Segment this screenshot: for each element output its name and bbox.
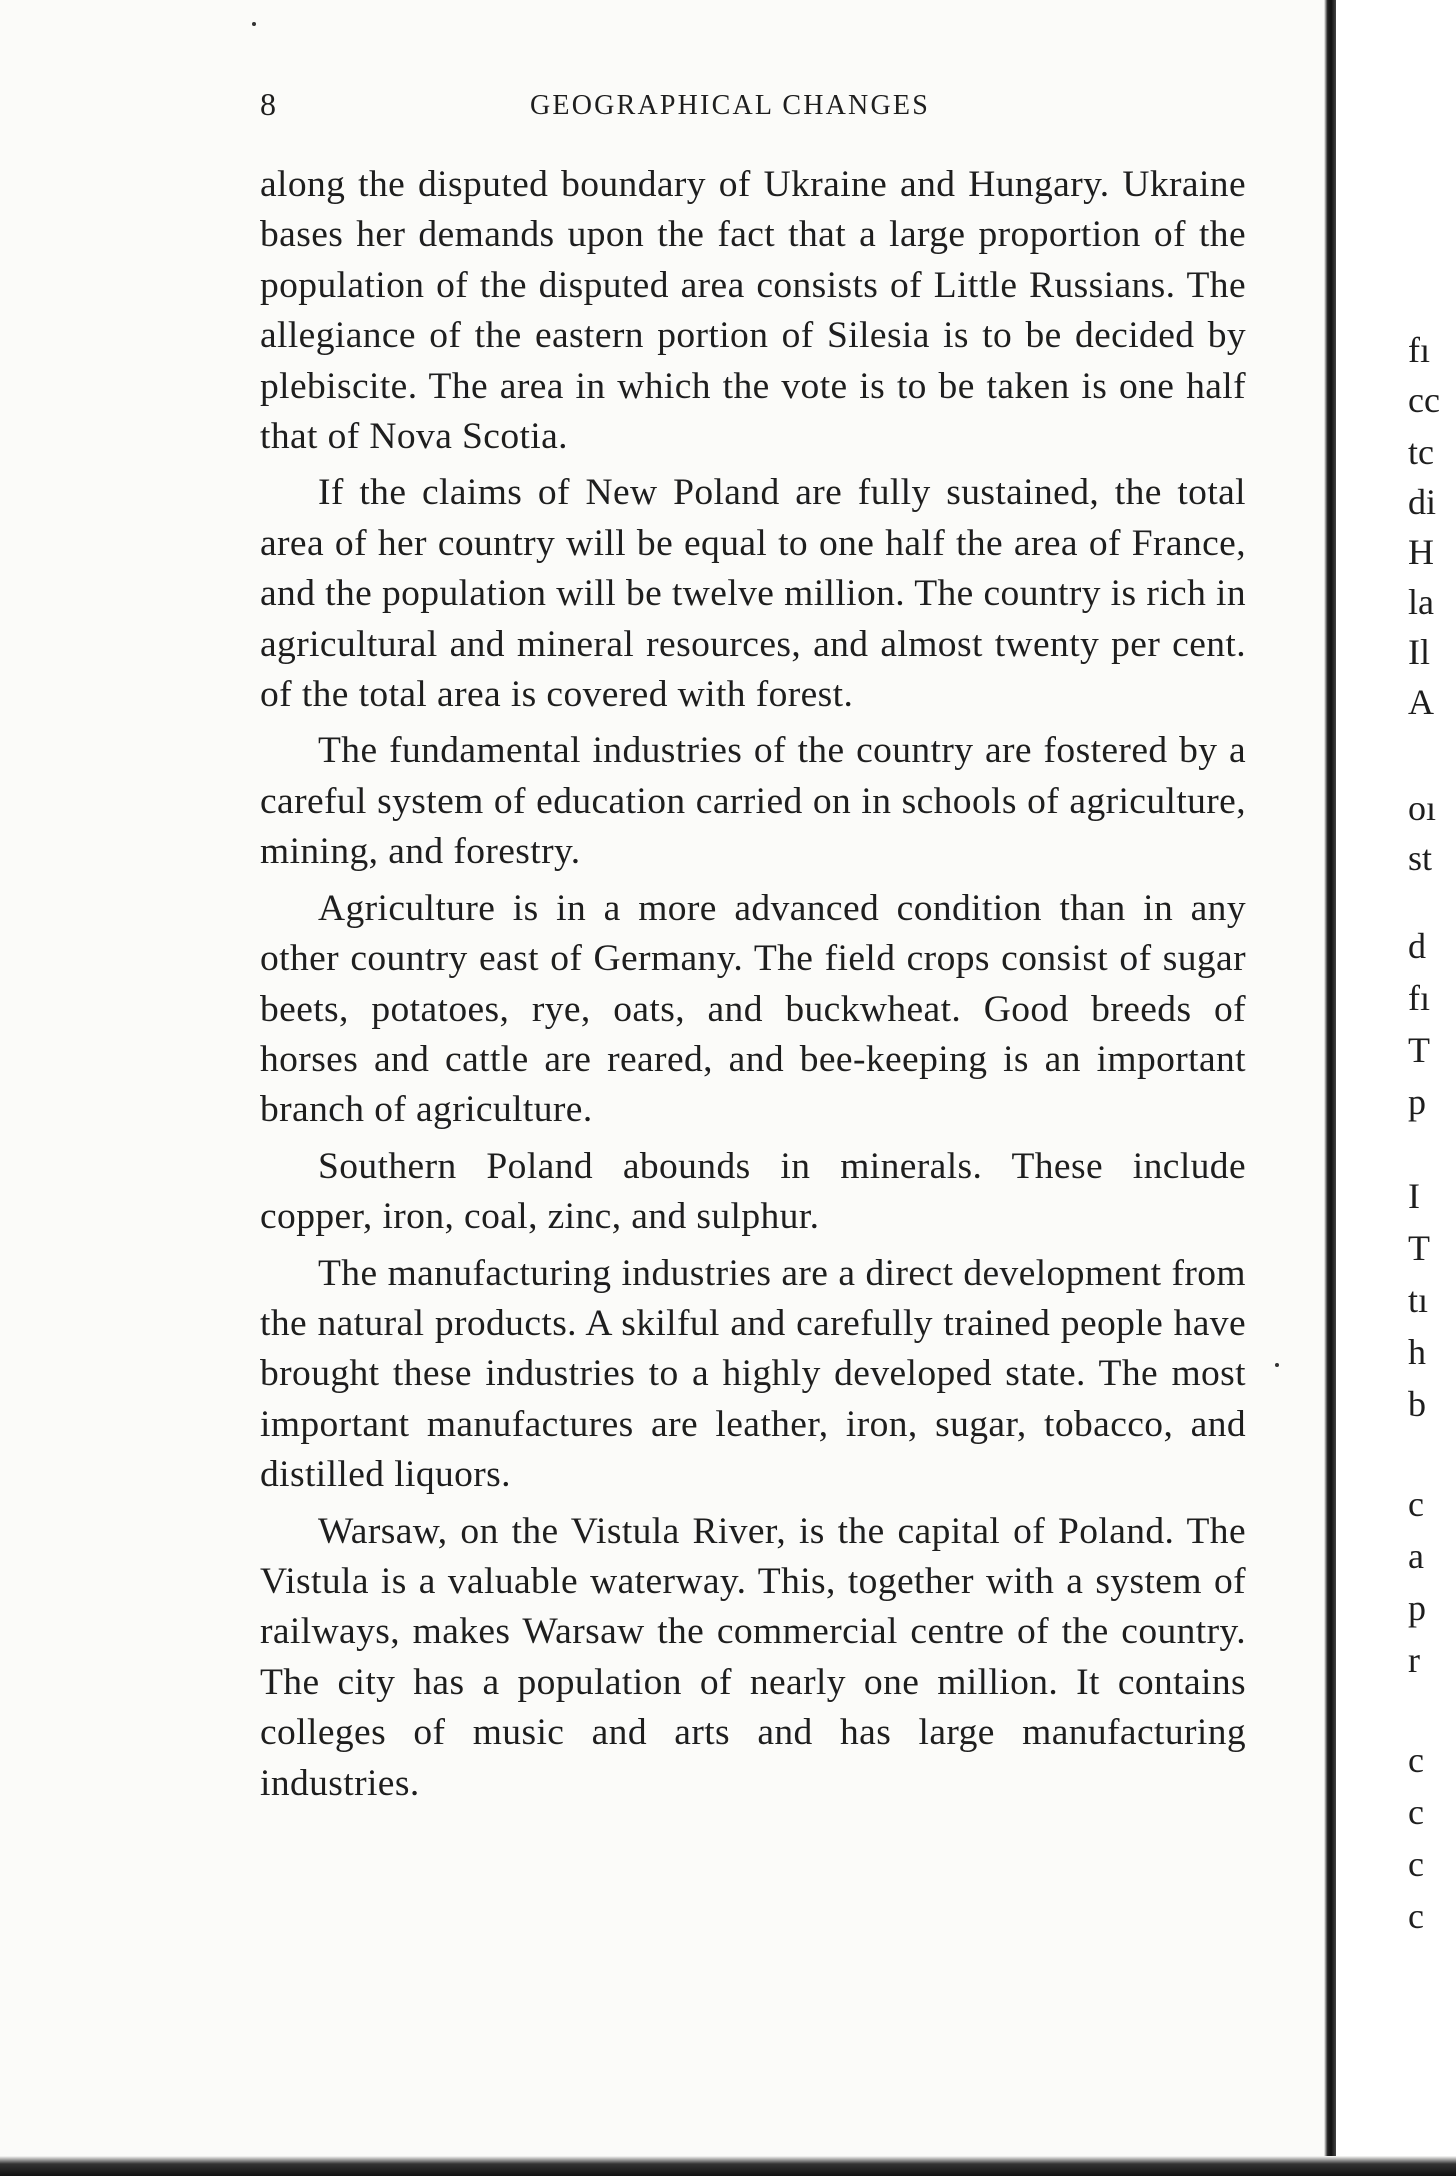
next-page-fragment: H — [1408, 532, 1434, 572]
next-page-fragment: di — [1408, 482, 1437, 522]
page-number: 8 — [260, 86, 277, 122]
next-page-fragment: T — [1408, 1030, 1430, 1070]
paragraph: Agriculture is in a more advanced condition than in any other country east of Germany. The field crops consist of sugar beets, potatoes, rye, oats, and buckwheat. Good breeds of horses and cattle are reared, and bee-keeping is an important branch of agriculture. — [260, 887, 1246, 1131]
paragraph: The manufacturing industries are a direct development from the natural products. A skilful and carefully trained people have brought these industries to a highly developed state. The most important manufactures are leather, iron, sugar, tobacco, and distilled liquors. — [260, 1252, 1246, 1496]
page-gutter — [1324, 0, 1336, 2176]
next-page-fragment: A — [1408, 682, 1434, 722]
next-page-fragment: b — [1408, 1384, 1426, 1424]
next-page-fragment: c — [1408, 1740, 1424, 1780]
next-page-fragment: r — [1408, 1640, 1420, 1680]
running-title: GEOGRAPHICAL CHANGES — [530, 90, 930, 121]
next-page-fragment: tc — [1408, 432, 1434, 472]
paragraph: Southern Poland abounds in minerals. These include copper, iron, coal, zinc, and sulphur. — [260, 1145, 1246, 1238]
scan-bottom-edge — [0, 2156, 1456, 2176]
next-page-fragment: tı — [1408, 1280, 1429, 1320]
paragraph: The fundamental industries of the country are fostered by a careful system of education carried on in schools of agriculture, mining, and forestry. — [260, 730, 1246, 873]
next-page-fragment: h — [1408, 1332, 1426, 1372]
next-page-fragment: c — [1408, 1896, 1424, 1936]
paragraph: If the claims of New Poland are fully sustained, the total area of her country will be equal to one half the area of France, and the population will be twelve million. The country is rich in agricultural and mineral resources, and almost twenty per cent. of the total area is covered with forest. — [260, 472, 1246, 716]
next-page-fragment: fı — [1408, 978, 1430, 1018]
next-page-fragment: d — [1408, 926, 1426, 966]
next-page-fragment: oı — [1408, 788, 1437, 828]
next-page-fragment: a — [1408, 1536, 1424, 1576]
next-page-fragment: Il — [1408, 632, 1430, 672]
next-page-fragment: cc — [1408, 380, 1440, 420]
paragraph: along the disputed boundary of Ukraine and Hungary. Ukraine bases her demands upon the fact that a large proportion of the population of the disputed area consists of Little Russians. The allegiance of the eastern portion of Silesia is to be decided by plebiscite. The area in which the vote is to be taken is one half that of Nova Scotia. — [260, 164, 1246, 458]
next-page-fragment: c — [1408, 1844, 1424, 1884]
next-page-edge — [1336, 0, 1456, 2176]
next-page-fragment: la — [1408, 582, 1434, 622]
body-text — [260, 160, 1246, 1815]
next-page-fragment: p — [1408, 1588, 1426, 1628]
next-page-fragment: fı — [1408, 330, 1430, 370]
paragraph: Warsaw, on the Vistula River, is the capital of Poland. The Vistula is a valuable waterway. This, together with a system of railways, makes Warsaw the commercial centre of the country. The city has a population of nearly one million. It contains colleges of music and arts and has large manufacturing industries. — [260, 1510, 1246, 1804]
next-page-fragment: p — [1408, 1082, 1426, 1122]
next-page-fragment: I — [1408, 1176, 1420, 1216]
next-page-fragment: c — [1408, 1484, 1424, 1524]
scan-speck — [252, 22, 256, 26]
next-page-fragment: T — [1408, 1228, 1430, 1268]
scan-speck — [1275, 1363, 1279, 1367]
next-page-fragment: c — [1408, 1792, 1424, 1832]
next-page-fragment: st — [1408, 838, 1433, 878]
